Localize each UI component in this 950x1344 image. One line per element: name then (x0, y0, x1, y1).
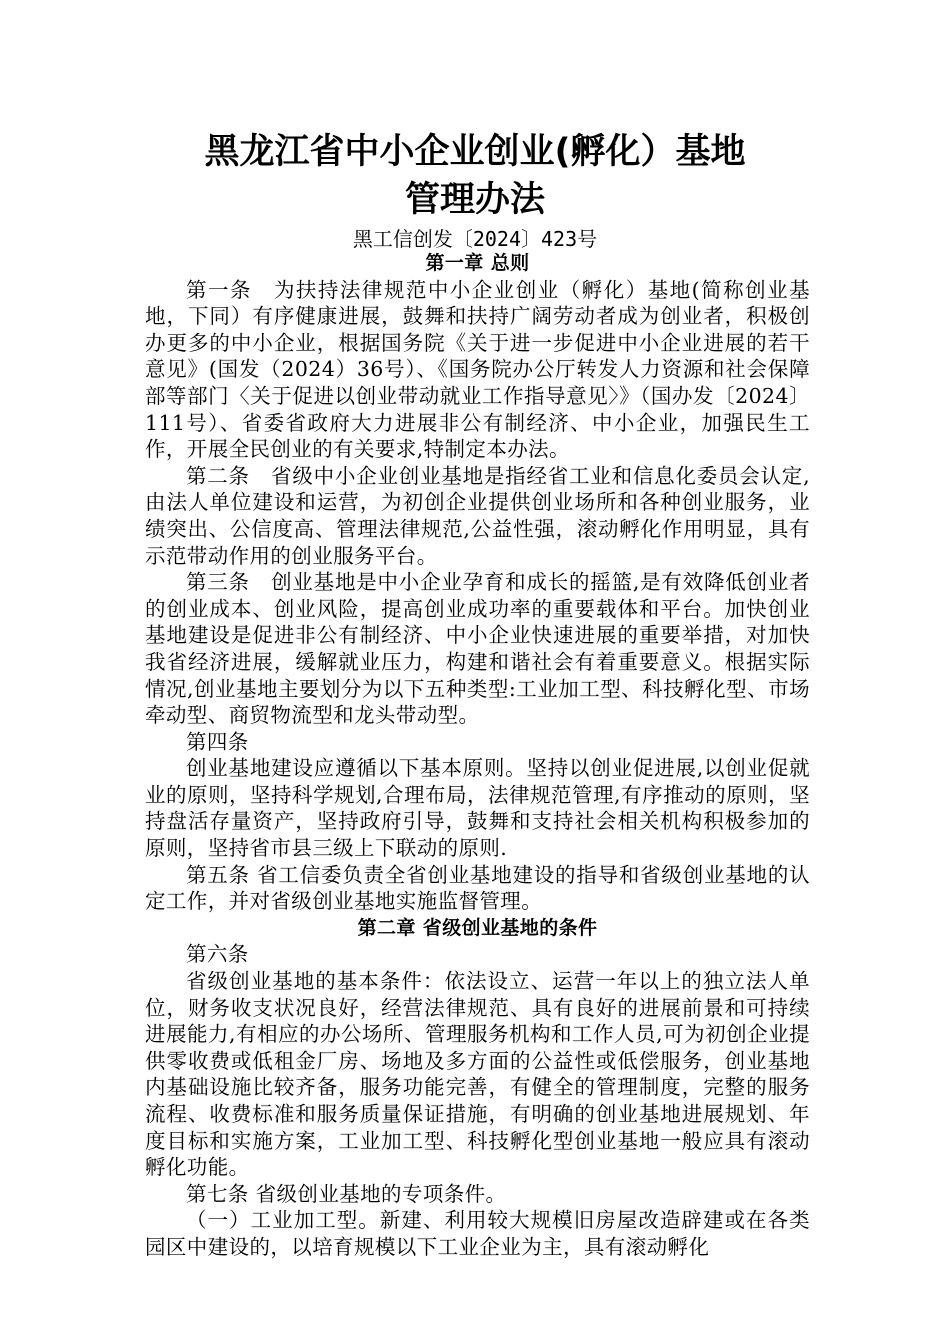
article-paragraph: 省级创业基地的基本条件：依法设立、运营一年以上的独立法人单位，财务收支状况良好，经营法律规范、具有良好的进展前景和可持续进展能力,有相应的办公场所、管理服务机构和工作人员,可为初创企业提供零收费或低租金厂房、场地及多方面的公益性或低偿服务，创业基地内基础设施比较齐备，服务功能完善，有健全的管理制度，完整的服务流程、收费标准和服务质量保证措施，有明确的创业基地进展规划、年度目标和实施方案，工业加工型、科技孵化型创业基地一般应具有滚动孵化功能。 (145, 969, 810, 1180)
chapter-heading: 第一章 总则 (425, 252, 530, 274)
document-title-line2: 管理办法 (404, 180, 545, 220)
document-body (145, 250, 810, 1261)
article-paragraph: （一）工业加工型。新建、利用较大规模旧房屋改造辟建或在各类园区中建设的，以培育规模以下工业企业为主，具有滚动孵化 (145, 1208, 810, 1259)
article-paragraph: 第五条 省工信委负责全省创业基地建设的指导和省级创业基地的认定工作，并对省级创业基地实施监督管理。 (145, 862, 810, 914)
chapter-heading: 第二章 省级创业基地的条件 (357, 916, 598, 939)
article-label: 第四条 (186, 729, 249, 754)
article-label: 第六条 (186, 942, 249, 967)
article-paragraph: 第七条 省级创业基地的专项条件。 (186, 1181, 507, 1206)
document-title-line1: 黑龙江省中小企业创业(孵化）基地 (204, 132, 746, 172)
article-paragraph: 第二条 省级中小企业创业基地是指经省工业和信息化委员会认定,由法人单位建设和运营，为初创企业提供创业场所和各种创业服务，业绩突出、公信度高、管理法律规范,公益性强，滚动孵化作用明显，具有示范带动作用的创业服务平台。 (145, 463, 810, 568)
article-paragraph: 第三条 创业基地是中小企业孕育和成长的摇篮,是有效降低创业者的创业成本、创业风险，提高创业成功率的重要载体和平台。加快创业基地建设是促进非公有制经济、中小企业快速进展的重要举措，对加快我省经济进展，缓解就业压力，构建和谐社会有着重要意义。根据实际情况,创业基地主要划分为以下五种类型:工业加工型、科技孵化型、市场牵动型、商贸物流型和龙头带动型。 (145, 570, 810, 728)
article-paragraph: 创业基地建设应遵循以下基本原则。坚持以创业促进展,以创业促就业的原则，坚持科学规划,合理布局，法律规范管理,有序推动的原则，坚持盘活存量资产，坚持政府引导，鼓舞和支持社会相关机构积极参加的原则，坚持省市县三级上下联动的原则. (145, 756, 810, 861)
article-paragraph: 第一条 为扶持法律规范中小企业创业（孵化）基地(简称创业基地，下同）有序健康进展，鼓舞和扶持广阔劳动者成为创业者，积极创办更多的中小企业，根据国务院《关于进一步促进中小企业进展的若干意见》(国发（2024）36号）、《国务院办公厅转发人力资源和社会保障部等部门〈关于促进以创业带动就业工作指导意见〉》（国办发〔2024〕111号）、省委省政府大力进展非公有制经济、中小企业，加强民生工作，开展全民创业的有关要求,特制定本办法。 (145, 277, 810, 462)
document-number: 黑工信创发〔2024〕423号 (352, 227, 598, 251)
